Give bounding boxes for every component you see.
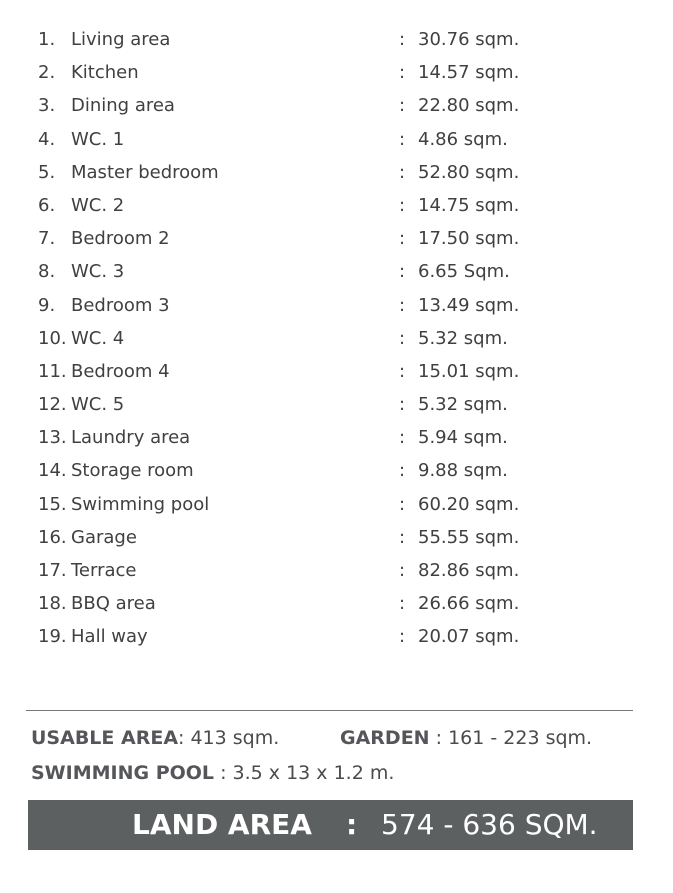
room-number: 10. [38,327,67,349]
room-area: 14.75 sqm. [418,194,520,216]
room-number: 7. [38,228,56,250]
room-name: Storage room [71,460,194,482]
room-area: 55.55 sqm. [418,526,520,548]
room-number: 11. [38,360,67,382]
room-name: WC. 4 [71,327,125,349]
room-number: 1. [38,29,56,50]
room-name: WC. 3 [71,261,125,283]
land-area-banner [28,800,633,850]
room-area: 6.65 Sqm. [418,261,510,283]
room-name: Terrace [71,560,137,581]
room-separator: : [399,460,406,482]
room-name: Kitchen [71,62,139,84]
room-name: Master bedroom [71,161,219,183]
room-separator: : [399,626,406,648]
room-number: 18. [38,593,67,615]
room-row [0,620,673,653]
room-row [0,156,673,189]
room-row [0,421,673,454]
divider [26,710,633,711]
room-number: 19. [38,626,67,648]
room-row [0,554,673,587]
room-number: 2. [38,62,56,84]
room-name: Swimming pool [71,493,210,515]
room-name: WC. 2 [71,194,125,216]
room-area: 4.86 sqm. [418,128,508,150]
room-name: Hall way [71,626,148,648]
room-area: 20.07 sqm. [418,626,520,648]
usable-area-label: USABLE AREA [31,727,179,749]
room-area: 5.32 sqm. [418,394,508,416]
room-number: 3. [38,95,56,117]
room-name: Bedroom 4 [71,360,170,382]
garden-value: : 161 - 223 sqm. [429,727,593,749]
room-separator: : [399,560,406,581]
room-area: 30.76 sqm. [418,29,520,50]
room-number: 4. [38,128,56,150]
room-area: 5.94 sqm. [418,427,508,449]
garden-line [340,725,592,751]
room-separator: : [399,161,406,183]
swimming-pool-label: SWIMMING POOL [31,762,215,784]
swimming-pool-line [31,760,394,786]
room-row [0,488,673,521]
room-row [0,454,673,487]
room-name: Laundry area [71,427,191,449]
room-number: 6. [38,194,56,216]
room-name: WC. 5 [71,394,125,416]
room-separator: : [399,95,406,117]
room-row [0,189,673,222]
garden-label: GARDEN [340,727,430,749]
room-row [0,23,673,56]
room-row [0,123,673,156]
room-name: WC. 1 [71,128,125,150]
room-separator: : [399,526,406,548]
room-number: 16. [38,526,67,548]
swimming-pool-value: : 3.5 x 13 x 1.2 m. [214,762,395,784]
room-separator: : [399,29,406,50]
room-area: 17.50 sqm. [418,228,520,250]
room-number: 5. [38,161,56,183]
usable-area-line [31,725,279,751]
room-name: Bedroom 3 [71,294,170,316]
room-area: 14.57 sqm. [418,62,520,84]
room-name: Dining area [71,95,175,117]
room-row [0,222,673,255]
room-separator: : [399,493,406,515]
room-separator: : [399,62,406,84]
room-area: 5.32 sqm. [418,327,508,349]
room-number: 15. [38,493,67,515]
land-area-label: LAND AREA [132,808,312,841]
room-separator: : [399,128,406,150]
land-area-colon: : [346,808,358,841]
room-number: 17. [38,560,67,581]
room-row [0,388,673,421]
room-area: 60.20 sqm. [418,493,520,515]
room-area: 15.01 sqm. [418,360,520,382]
room-number: 8. [38,261,56,283]
room-separator: : [399,360,406,382]
room-separator: : [399,294,406,316]
room-row [0,255,673,288]
room-separator: : [399,261,406,283]
room-separator: : [399,194,406,216]
room-area: 52.80 sqm. [418,161,520,183]
room-number: 13. [38,427,67,449]
room-separator: : [399,327,406,349]
room-name: Living area [71,29,171,50]
room-name: Garage [71,526,137,548]
room-row [0,355,673,388]
room-area: 22.80 sqm. [418,95,520,117]
room-list [0,23,673,654]
room-separator: : [399,427,406,449]
room-separator: : [399,593,406,615]
room-number: 14. [38,460,67,482]
room-row [0,89,673,122]
room-area: 82.86 sqm. [418,560,520,581]
room-number: 12. [38,394,67,416]
room-number: 9. [38,294,56,316]
room-name: Bedroom 2 [71,228,170,250]
room-area: 9.88 sqm. [418,460,508,482]
room-separator: : [399,228,406,250]
room-separator: : [399,394,406,416]
room-name: BBQ area [71,593,156,615]
land-area-value: 574 - 636 SQM. [381,808,598,841]
usable-area-value: : 413 sqm. [178,727,280,749]
room-row [0,289,673,322]
room-row [0,521,673,554]
room-area: 13.49 sqm. [418,294,520,316]
room-area: 26.66 sqm. [418,593,520,615]
room-row [0,322,673,355]
room-row [0,587,673,620]
room-row [0,56,673,89]
